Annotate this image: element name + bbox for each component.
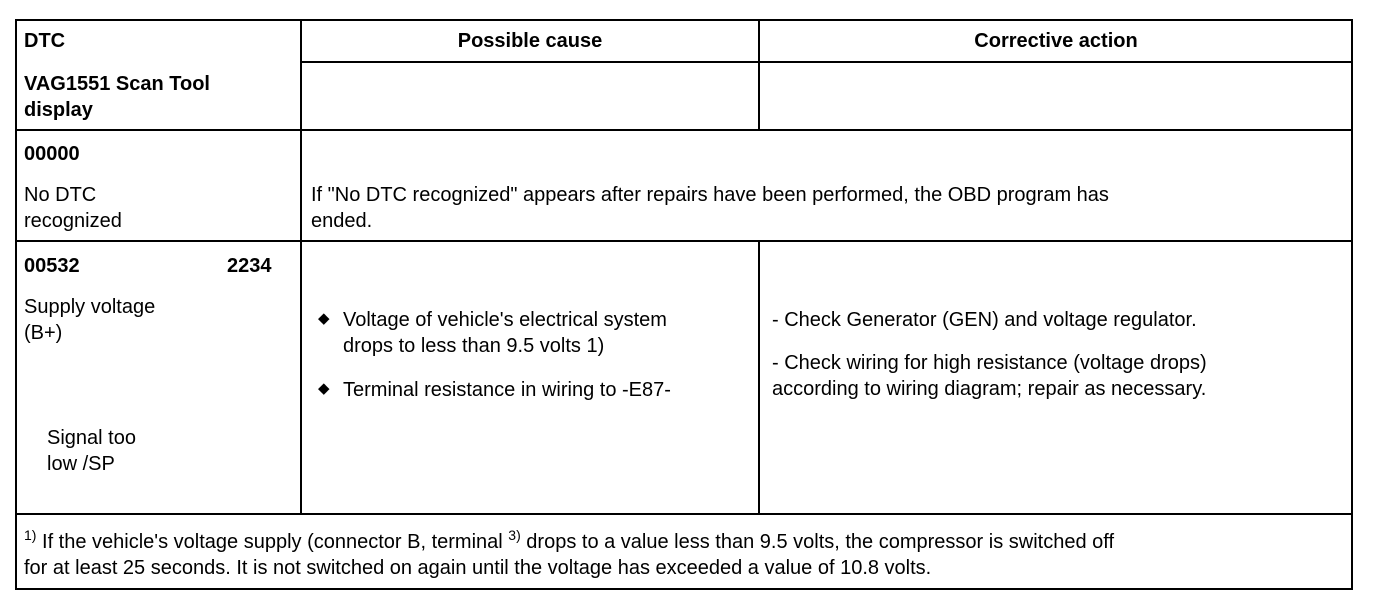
dtc-desc-line: Supply voltage <box>24 296 156 318</box>
footnote-line-1 <box>24 529 1114 555</box>
footnote-text-b: drops to a value less than 9.5 volts, the compressor is switched off <box>520 531 1115 553</box>
action-line: according to wiring diagram; repair as necessary. <box>772 378 1207 400</box>
header-divider <box>300 61 1352 63</box>
dtc-desc-line: recognized <box>24 210 122 232</box>
diamond-bullet-icon: ◆ <box>318 380 330 397</box>
action-line: - Check wiring for high resistance (voltage drops) <box>772 352 1207 374</box>
col-divider-1-row2 <box>300 241 302 514</box>
header-corrective-action: Corrective action <box>974 30 1138 52</box>
dtc-code-2234: 2234 <box>227 255 272 277</box>
merged-note-line: ended. <box>311 210 373 232</box>
header-possible-cause: Possible cause <box>457 30 603 52</box>
header-dtc: DTC <box>24 30 66 52</box>
row-divider-1 <box>16 129 1352 131</box>
dtc-desc-line: No DTC <box>24 184 97 206</box>
col-divider-2-row2 <box>758 241 760 514</box>
col-divider-1-row1 <box>300 130 302 241</box>
cause-line: drops to less than 9.5 volts 1) <box>343 335 605 357</box>
footnote-text-a: If the vehicle's voltage supply (connector B, terminal <box>42 531 509 553</box>
header-display: VAG1551 Scan Tool display <box>24 73 210 121</box>
signal-line: low /SP <box>47 453 115 475</box>
dtc-desc-line: (B+) <box>24 322 63 344</box>
cause-line: Terminal resistance in wiring to -E87- <box>343 379 671 401</box>
diamond-bullet-icon: ◆ <box>318 310 330 327</box>
footnote-terminal-sup: 3) <box>508 527 521 543</box>
merged-note-line: If "No DTC recognized" appears after repairs have been performed, the OBD program has <box>311 184 1109 206</box>
action-line: - Check Generator (GEN) and voltage regulator. <box>772 309 1197 331</box>
dtc-code-00000: 00000 <box>24 143 80 165</box>
signal-line: Signal too <box>47 427 136 449</box>
cause-line: Voltage of vehicle's electrical system <box>343 309 667 331</box>
dtc-code-00532: 00532 <box>24 255 80 277</box>
row-divider-3 <box>16 513 1352 515</box>
row-divider-2 <box>16 240 1352 242</box>
footnote-marker: 1) <box>24 527 37 543</box>
footnote-line-2: for at least 25 seconds. It is not switched on again until the voltage has exceeded a value of 10.8 volts. <box>24 557 932 579</box>
